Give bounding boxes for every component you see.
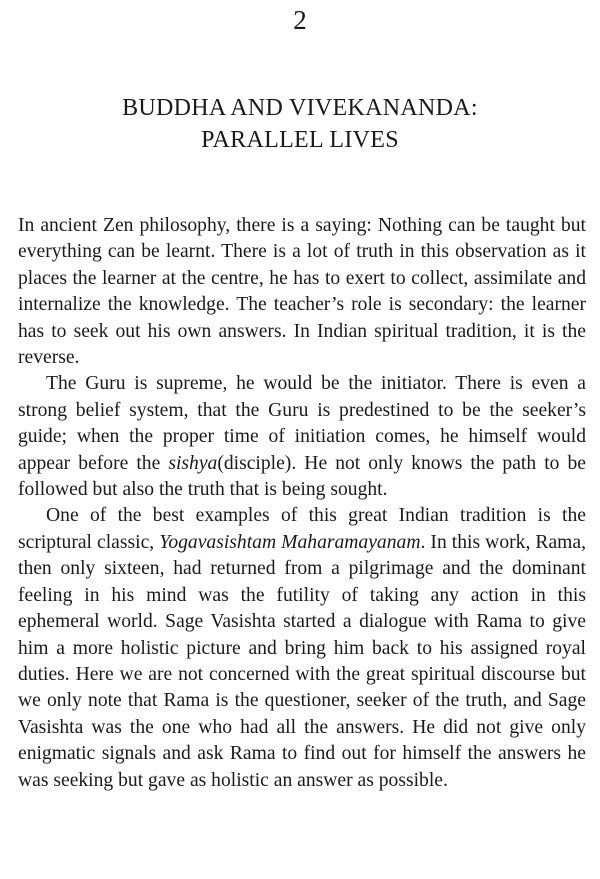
paragraph-3-text-after: . In this work, Rama, then only sixteen, had returned from a pilgrimage and the dominant feeling in his mind was the futility of taking any action in this ephemeral world. Sage Vasishta started a dialogue with Rama to give him a more holistic picture and bring him back to his assigned royal duties. Here we are not concerned with the great spiritual discourse but we only note that Rama is the questioner, seeker of the truth, and Sage Vasishta was the one who had all the answers. He did not give only enigmatic signals and ask Rama to find out for himself the answers he was seeking but gave as holistic an answer as possible. — [18, 531, 586, 791]
paragraph-2-text-before: The Guru is supreme, he would be the initiator. There is even a strong belief system, that the Guru is predestined to be the seeker’s guide; when the proper time of initiation comes, he himself would appear before the — [18, 373, 586, 474]
paragraph-2 — [18, 371, 586, 503]
paragraph-1-text: In ancient Zen philosophy, there is a saying: Nothing can be taught but everything can be learnt. There is a lot of truth in this observation as it places the learner at the centre, he has to exert to collect, assimilate and internalize the knowledge. The teacher’s role is secondary: the learner has to seek out his own answers. In Indian spiritual tradition, it is the reverse. — [18, 215, 586, 369]
chapter-number: 2 — [293, 5, 307, 35]
chapter-title — [0, 92, 600, 156]
paragraph-3-text-before: One of the best examples of this great Indian tradition is the scriptural classic, — [18, 505, 586, 553]
term-sishya: sishya — [168, 452, 218, 474]
paragraph-1 — [18, 213, 586, 371]
chapter-title-line-1: BUDDHA AND VIVEKANANDA: — [122, 95, 478, 121]
paragraph-3 — [18, 503, 586, 793]
paragraph-2-text-after: (disciple). He not only knows the path to be followed but also the truth that is being sought. — [18, 452, 586, 501]
chapter-body — [18, 213, 586, 794]
book-title-yogavasishtam: Yogavasishtam Maharamayanam — [159, 531, 421, 553]
chapter-title-line-2: PARALLEL LIVES — [201, 127, 399, 153]
